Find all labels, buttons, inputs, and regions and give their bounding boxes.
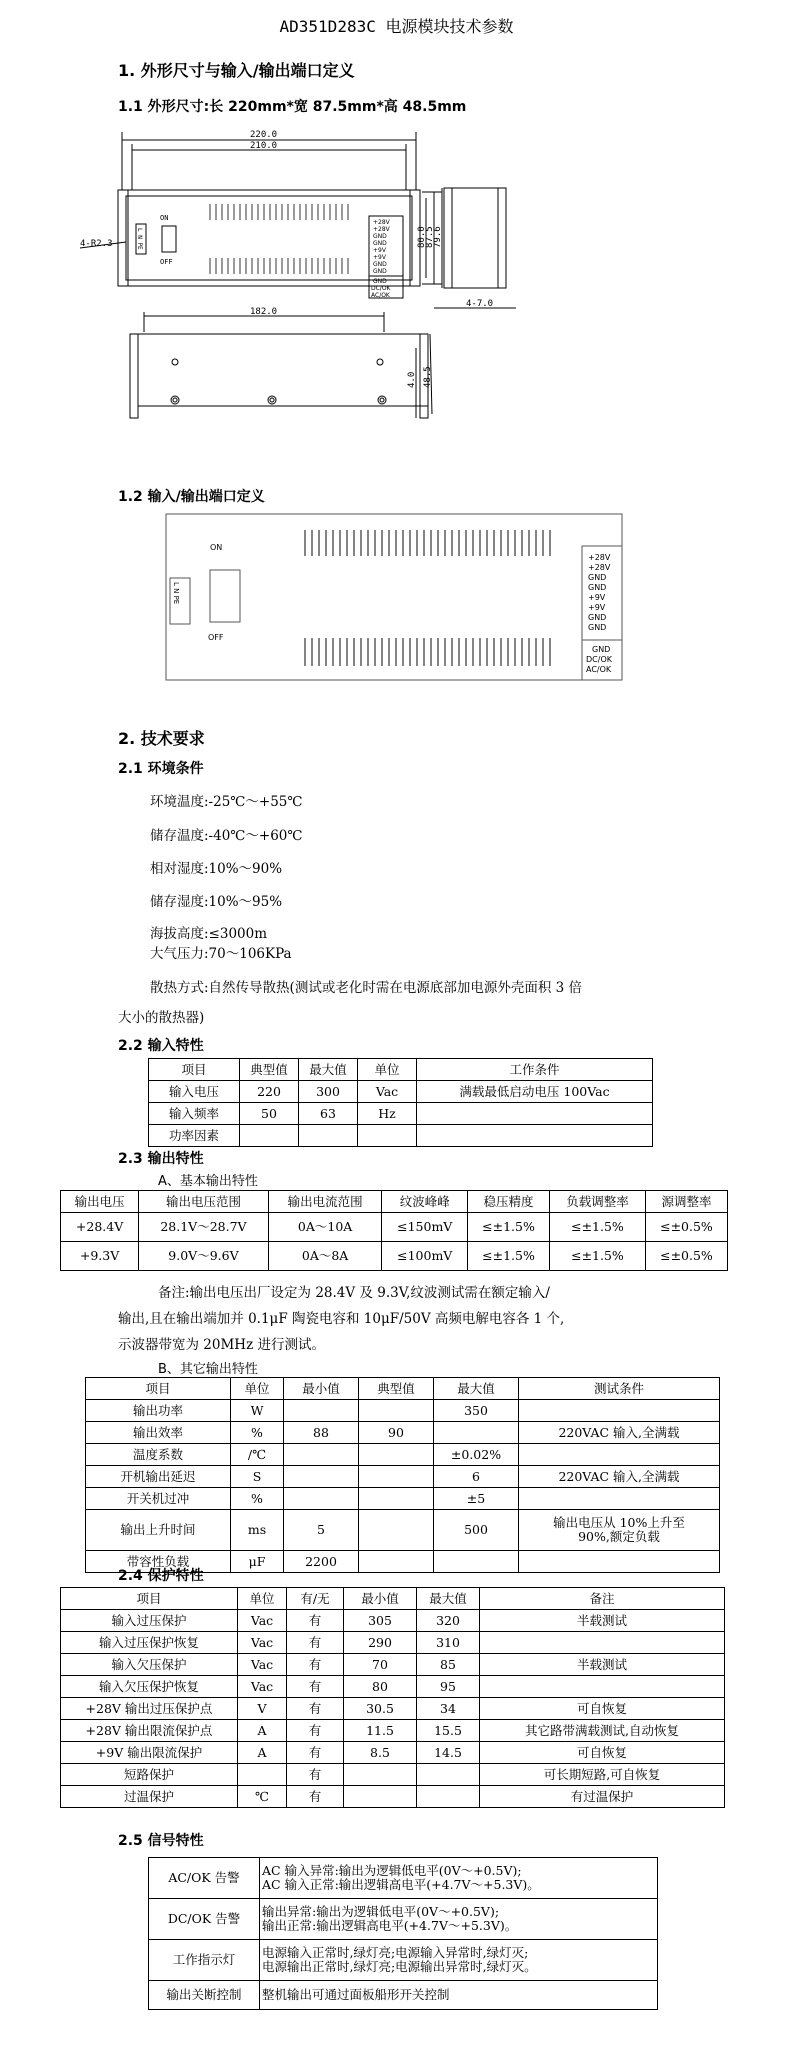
table-header: 负载调整率 xyxy=(550,1191,646,1213)
panel-terminal-label: +28V xyxy=(588,553,611,562)
table-cell: 有 xyxy=(287,1698,344,1720)
panel-terminal-label: GND xyxy=(588,573,607,582)
note-line-2: 输出,且在输出端加并 0.1μF 陶瓷电容和 10μF/50V 高频电解电容各 1 个, xyxy=(118,1311,565,1327)
table-header: 单位 xyxy=(231,1378,284,1400)
table-cell: 220 xyxy=(240,1081,299,1103)
table-cell: 可长期短路,可自恢复 xyxy=(480,1764,725,1786)
env-line: 海拔高度:≤3000m xyxy=(150,926,268,942)
dim-796: 79.6 xyxy=(433,226,443,248)
table-cell: 320 xyxy=(417,1610,480,1632)
table-header: 单位 xyxy=(238,1588,287,1610)
table-header: 源调整率 xyxy=(645,1191,727,1213)
table-cell: 9.0V～9.6V xyxy=(139,1242,269,1271)
table-cell: ≤100mV xyxy=(382,1242,468,1271)
table-row xyxy=(61,1610,725,1632)
table-cell: ≤±1.5% xyxy=(550,1213,646,1242)
panel-terminal-label: GND xyxy=(588,613,607,622)
table-cell: Vac xyxy=(238,1654,287,1676)
panel-off-label: OFF xyxy=(208,633,224,642)
table-cell: +28V 输出限流保护点 xyxy=(61,1720,238,1742)
signal-terminal-label: GND xyxy=(373,278,387,285)
table-cell: A xyxy=(238,1742,287,1764)
panel-lnpe-label: L N PE xyxy=(172,582,180,605)
table-cell: 305 xyxy=(344,1610,417,1632)
table-cell xyxy=(417,1125,653,1147)
table-cell: 80 xyxy=(344,1676,417,1698)
panel-signal-label: DC/OK xyxy=(586,655,612,664)
table-cell: 11.5 xyxy=(344,1720,417,1742)
table-row xyxy=(61,1698,725,1720)
table-cell: 95 xyxy=(417,1676,480,1698)
table-cell: 350 xyxy=(434,1400,519,1422)
section-2-4-heading: 2.4 保护特性 xyxy=(118,1568,204,1584)
basic-output-table xyxy=(60,1190,728,1271)
table-row xyxy=(61,1632,725,1654)
protection-table xyxy=(60,1587,725,1808)
dim-220: 220.0 xyxy=(250,130,278,140)
table-cell: Vac xyxy=(238,1632,287,1654)
table-cell: 有 xyxy=(287,1676,344,1698)
table-cell: 70 xyxy=(344,1654,417,1676)
table-cell: 输入电压 xyxy=(149,1081,240,1103)
table-cell xyxy=(284,1488,359,1510)
table-cell: 90 xyxy=(359,1422,434,1444)
table-row xyxy=(61,1242,728,1271)
table-cell xyxy=(238,1764,287,1786)
cooling-line-2: 大小的散热器) xyxy=(118,1010,205,1026)
table-cell xyxy=(240,1125,299,1147)
table-cell: 可自恢复 xyxy=(480,1698,725,1720)
table-row xyxy=(61,1213,728,1242)
table-cell: 220VAC 输入,全满载 xyxy=(519,1466,720,1488)
env-line: 相对湿度:10%～90% xyxy=(150,861,283,877)
table-cell: ±0.02% xyxy=(434,1444,519,1466)
table-cell: 有 xyxy=(287,1654,344,1676)
table-header: 典型值 xyxy=(359,1378,434,1400)
section-2-5-heading: 2.5 信号特性 xyxy=(118,1833,204,1849)
table-cell: +9V 输出限流保护 xyxy=(61,1742,238,1764)
table-header: 典型值 xyxy=(240,1059,299,1081)
table-cell: 有 xyxy=(287,1632,344,1654)
table-row xyxy=(86,1422,720,1444)
table-cell: ≤±1.5% xyxy=(468,1242,550,1271)
table-cell: 88 xyxy=(284,1422,359,1444)
table-cell: 290 xyxy=(344,1632,417,1654)
table-cell xyxy=(480,1632,725,1654)
table-cell: 6 xyxy=(434,1466,519,1488)
table-cell xyxy=(358,1125,417,1147)
table-cell: ms xyxy=(231,1510,284,1551)
table-cell: ≤±0.5% xyxy=(645,1242,727,1271)
table-row xyxy=(149,1125,653,1147)
table-cell xyxy=(359,1444,434,1466)
signal-line: AC 输入正常:输出逻辑高电平(+4.7V～+5.3V)。 xyxy=(262,1877,540,1892)
env-line: 储存湿度:10%～95% xyxy=(150,894,283,910)
table-cell: 有 xyxy=(287,1742,344,1764)
table-cell: 输入过压保护 xyxy=(61,1610,238,1632)
table-cell: 输出上升时间 xyxy=(86,1510,231,1551)
table-row xyxy=(149,1940,658,1981)
table-header: 测试条件 xyxy=(519,1378,720,1400)
table-cell xyxy=(260,1940,658,1981)
table-cell xyxy=(260,1858,658,1899)
table-cell: 34 xyxy=(417,1698,480,1720)
table-row xyxy=(61,1676,725,1698)
table-cell: 输出效率 xyxy=(86,1422,231,1444)
table-header-row xyxy=(61,1588,725,1610)
terminal-label: +9V xyxy=(373,254,386,261)
table-cell: 整机输出可通过面板船形开关控制 xyxy=(260,1981,658,2010)
table-row xyxy=(86,1444,720,1466)
table-cell: 输入欠压保护恢复 xyxy=(61,1676,238,1698)
table-cell: 有 xyxy=(287,1610,344,1632)
terminal-label: GND xyxy=(373,261,387,268)
table-cell: 输出功率 xyxy=(86,1400,231,1422)
table-cell: 14.5 xyxy=(417,1742,480,1764)
table-row xyxy=(61,1786,725,1808)
table-cell: 有 xyxy=(287,1764,344,1786)
dim-875: 87.5 xyxy=(425,226,435,248)
signal-line: 输出正常:输出逻辑高电平(+4.7V～+5.3V)。 xyxy=(262,1918,518,1933)
note-line-3: 示波器带宽为 20MHz 进行测试。 xyxy=(118,1337,325,1353)
table-cell: 有 xyxy=(287,1720,344,1742)
table-cell: ≤±1.5% xyxy=(468,1213,550,1242)
signal-line: AC 输入异常:输出为逻辑低电平(0V～+0.5V); xyxy=(262,1863,522,1878)
table-cell: 可自恢复 xyxy=(480,1742,725,1764)
signal-terminal-label: DC/OK xyxy=(371,285,391,292)
table-cell xyxy=(359,1551,434,1573)
table-row xyxy=(149,1081,653,1103)
table-cell: Vac xyxy=(238,1676,287,1698)
table-cell: 开机输出延迟 xyxy=(86,1466,231,1488)
table-cell: V xyxy=(238,1698,287,1720)
section-2-1-heading: 2.1 环境条件 xyxy=(118,761,204,777)
table-cell xyxy=(434,1551,519,1573)
table-cell xyxy=(417,1786,480,1808)
cooling-line-1: 散热方式:自然传导散热(测试或老化时需在电源底部加电源外壳面积 3 倍 xyxy=(150,980,582,996)
table-cell: 工作指示灯 xyxy=(149,1940,260,1981)
table-cell xyxy=(417,1764,480,1786)
input-table xyxy=(148,1058,653,1147)
table-cell: 过温保护 xyxy=(61,1786,238,1808)
table-cell xyxy=(519,1551,720,1573)
table-cell xyxy=(519,1488,720,1510)
panel-terminal-label: GND xyxy=(588,623,607,632)
signal-line: 电源输入正常时,绿灯亮;电源输入异常时,绿灯灭; xyxy=(262,1945,529,1960)
table-cell xyxy=(519,1510,720,1551)
table-header: 最大值 xyxy=(299,1059,358,1081)
subsection-b: B、其它输出特性 xyxy=(158,1362,258,1377)
table-cell: 300 xyxy=(299,1081,358,1103)
table-cell: 30.5 xyxy=(344,1698,417,1720)
table-cell: ≤±1.5% xyxy=(550,1242,646,1271)
table-cell: % xyxy=(231,1422,284,1444)
table-cell: 输入频率 xyxy=(149,1103,240,1125)
table-row xyxy=(86,1488,720,1510)
terminal-label: GND xyxy=(373,233,387,240)
table-cell: 50 xyxy=(240,1103,299,1125)
terminal-label: GND xyxy=(373,268,387,275)
dim-182: 182.0 xyxy=(250,307,278,317)
panel-signal-label: AC/OK xyxy=(586,665,612,674)
panel-on-label: ON xyxy=(210,543,223,552)
table-header-row xyxy=(86,1378,720,1400)
switch-off-label: OFF xyxy=(160,258,173,266)
table-header: 稳压精度 xyxy=(468,1191,550,1213)
table-cell: 开关机过冲 xyxy=(86,1488,231,1510)
table-row xyxy=(61,1720,725,1742)
rise-cond-line-2: 90%,额定负载 xyxy=(578,1529,660,1544)
table-cell xyxy=(417,1103,653,1125)
table-row xyxy=(61,1764,725,1786)
table-header: 项目 xyxy=(61,1588,238,1610)
table-header: 项目 xyxy=(86,1378,231,1400)
table-cell xyxy=(434,1422,519,1444)
table-header: 最小值 xyxy=(344,1588,417,1610)
table-cell: +9.3V xyxy=(61,1242,139,1271)
env-line: 储存温度:-40℃～+60℃ xyxy=(150,828,303,844)
table-row xyxy=(86,1400,720,1422)
table-cell: 有 xyxy=(287,1786,344,1808)
table-cell: DC/OK 告警 xyxy=(149,1899,260,1940)
table-cell: 220VAC 输入,全满载 xyxy=(519,1422,720,1444)
table-cell xyxy=(299,1125,358,1147)
table-header: 最小值 xyxy=(284,1378,359,1400)
table-header: 输出电压 xyxy=(61,1191,139,1213)
dim-48: 48.5 xyxy=(423,366,433,388)
table-row xyxy=(61,1742,725,1764)
table-header-row xyxy=(61,1191,728,1213)
terminal-label: GND xyxy=(373,240,387,247)
table-cell: 2200 xyxy=(284,1551,359,1573)
table-cell: 输出关断控制 xyxy=(149,1981,260,2010)
section-2-3-heading: 2.3 输出特性 xyxy=(118,1151,204,1167)
subsection-a: A、基本输出特性 xyxy=(158,1174,258,1189)
panel-signal-label: GND xyxy=(592,645,611,654)
panel-terminal-label: +9V xyxy=(588,593,606,602)
outline-drawing xyxy=(80,118,640,448)
table-cell: 85 xyxy=(417,1654,480,1676)
table-cell: 带容性负载 xyxy=(86,1551,231,1573)
table-header: 备注 xyxy=(480,1588,725,1610)
lnpe-label: L N PE xyxy=(136,228,143,250)
table-cell: μF xyxy=(231,1551,284,1573)
table-cell: +28V 输出过压保护点 xyxy=(61,1698,238,1720)
section-1-2-heading: 1.2 输入/输出端口定义 xyxy=(118,489,265,505)
table-cell: ±5 xyxy=(434,1488,519,1510)
table-cell: 半载测试 xyxy=(480,1654,725,1676)
dim-80: 80.0 xyxy=(417,226,427,248)
table-header: 最大值 xyxy=(434,1378,519,1400)
table-cell: 310 xyxy=(417,1632,480,1654)
table-cell: S xyxy=(231,1466,284,1488)
table-row xyxy=(149,1858,658,1899)
table-cell xyxy=(260,1899,658,1940)
other-output-table xyxy=(85,1377,720,1573)
signal-table xyxy=(148,1857,658,2010)
table-cell: 0A～10A xyxy=(268,1213,382,1242)
note-line-1: 备注:输出电压出厂设定为 28.4V 及 9.3V,纹波测试需在额定输入/ xyxy=(158,1285,550,1301)
panel-terminal-label: +9V xyxy=(588,603,606,612)
table-cell: 8.5 xyxy=(344,1742,417,1764)
table-cell: +28.4V xyxy=(61,1213,139,1242)
section-1-1-heading: 1.1 外形尺寸:长 220mm*宽 87.5mm*高 48.5mm xyxy=(118,99,467,115)
table-cell: 其它路带满载测试,自动恢复 xyxy=(480,1720,725,1742)
table-cell: 输入欠压保护 xyxy=(61,1654,238,1676)
table-cell xyxy=(344,1786,417,1808)
rise-cond-line-1: 输出电压从 10%上升至 xyxy=(553,1515,685,1530)
table-cell xyxy=(359,1488,434,1510)
table-cell xyxy=(359,1400,434,1422)
table-row xyxy=(149,1103,653,1125)
table-row xyxy=(86,1510,720,1551)
terminal-label: +9V xyxy=(373,247,386,254)
table-cell: Vac xyxy=(358,1081,417,1103)
terminal-label: +28V xyxy=(373,219,390,226)
table-cell: ≤150mV xyxy=(382,1213,468,1242)
table-cell: 温度系数 xyxy=(86,1444,231,1466)
section-1-heading: 1. 外形尺寸与输入/输出端口定义 xyxy=(118,61,355,80)
hole-left-label: 4-R2.3 xyxy=(80,239,113,249)
terminal-label: +28V xyxy=(373,226,390,233)
table-header: 工作条件 xyxy=(417,1059,653,1081)
table-cell xyxy=(359,1510,434,1551)
table-cell: 短路保护 xyxy=(61,1764,238,1786)
section-2-2-heading: 2.2 输入特性 xyxy=(118,1038,204,1054)
table-header-row xyxy=(149,1059,653,1081)
table-header: 纹波峰峰 xyxy=(382,1191,468,1213)
env-line: 环境温度:-25℃～+55℃ xyxy=(150,794,303,810)
table-cell xyxy=(519,1444,720,1466)
table-cell: AC/OK 告警 xyxy=(149,1858,260,1899)
table-cell: 0A～8A xyxy=(268,1242,382,1271)
hole-right-label: 4-7.0 xyxy=(466,299,494,309)
table-cell: Vac xyxy=(238,1610,287,1632)
table-cell: 有过温保护 xyxy=(480,1786,725,1808)
page-title: AD351D283C 电源模块技术参数 xyxy=(279,17,514,36)
table-cell xyxy=(519,1400,720,1422)
table-cell: /℃ xyxy=(231,1444,284,1466)
table-cell: 半载测试 xyxy=(480,1610,725,1632)
table-cell: W xyxy=(231,1400,284,1422)
table-cell: 功率因素 xyxy=(149,1125,240,1147)
dim-210: 210.0 xyxy=(250,141,278,151)
table-cell: 500 xyxy=(434,1510,519,1551)
front-panel-drawing xyxy=(160,510,630,690)
table-cell: 15.5 xyxy=(417,1720,480,1742)
table-cell: 满载最低启动电压 100Vac xyxy=(417,1081,653,1103)
signal-line: 输出异常:输出为逻辑低电平(0V～+0.5V); xyxy=(262,1904,500,1919)
table-row xyxy=(149,1899,658,1940)
table-row xyxy=(149,1981,658,2010)
table-header: 最大值 xyxy=(417,1588,480,1610)
table-row xyxy=(86,1466,720,1488)
table-cell: ≤±0.5% xyxy=(645,1213,727,1242)
table-cell: Hz xyxy=(358,1103,417,1125)
table-cell: 63 xyxy=(299,1103,358,1125)
panel-terminal-label: GND xyxy=(588,583,607,592)
table-cell: % xyxy=(231,1488,284,1510)
table-cell xyxy=(284,1444,359,1466)
panel-terminal-label: +28V xyxy=(588,563,611,572)
table-cell xyxy=(284,1466,359,1488)
signal-terminal-label: AC/OK xyxy=(371,292,390,299)
table-cell: ℃ xyxy=(238,1786,287,1808)
section-2-heading: 2. 技术要求 xyxy=(118,729,205,748)
table-cell: A xyxy=(238,1720,287,1742)
table-cell: 5 xyxy=(284,1510,359,1551)
table-header: 有/无 xyxy=(287,1588,344,1610)
dim-4: 4.0 xyxy=(407,371,417,388)
signal-line: 电源输出正常时,绿灯亮;电源输出异常时,绿灯灭。 xyxy=(262,1959,537,1974)
table-header: 项目 xyxy=(149,1059,240,1081)
switch-on-label: ON xyxy=(160,214,169,222)
table-cell: 28.1V～28.7V xyxy=(139,1213,269,1242)
table-header: 输出电压范围 xyxy=(139,1191,269,1213)
table-cell xyxy=(480,1676,725,1698)
table-header: 单位 xyxy=(358,1059,417,1081)
env-line: 大气压力:70～106KPa xyxy=(150,946,292,962)
table-cell xyxy=(284,1400,359,1422)
table-cell xyxy=(344,1764,417,1786)
table-header: 输出电流范围 xyxy=(268,1191,382,1213)
table-row xyxy=(61,1654,725,1676)
table-cell: 输入过压保护恢复 xyxy=(61,1632,238,1654)
table-cell xyxy=(359,1466,434,1488)
